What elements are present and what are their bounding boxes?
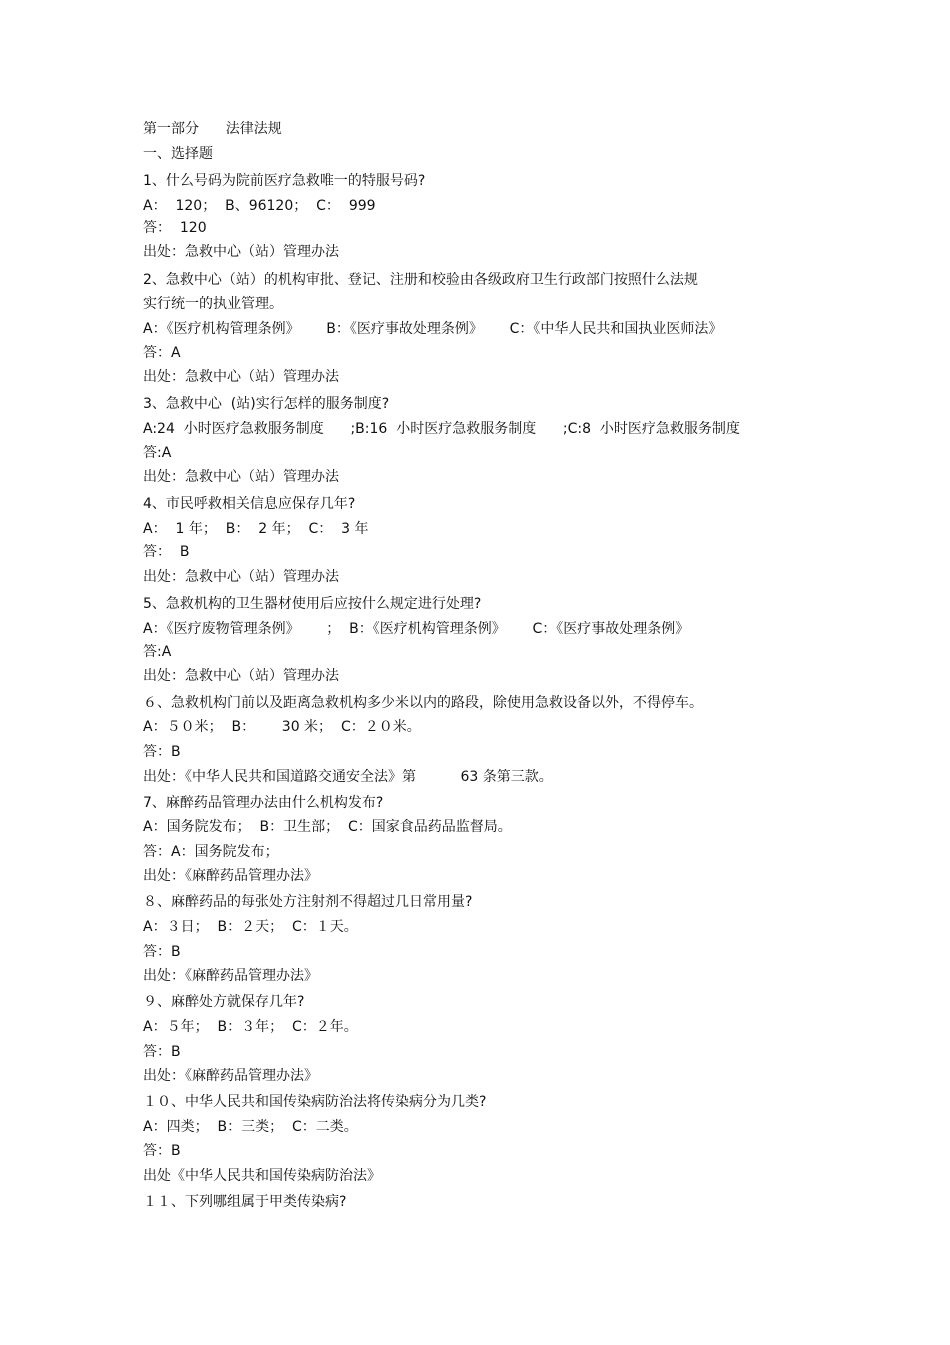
question-3: 3、急救中心 (站)实行怎样的服务制度? bbox=[143, 396, 390, 412]
question-8: ８、麻醉药品的每张处方注射剂不得超过几日常用量? bbox=[143, 894, 473, 910]
options-10: A：四类； B：三类； C：二类。 bbox=[143, 1119, 358, 1135]
source-9: 出处：《麻醉药品管理办法》 bbox=[143, 1068, 318, 1084]
answer-1: 答： 120 bbox=[143, 220, 207, 236]
question-9: ９、麻醉处方就保存几年? bbox=[143, 994, 305, 1010]
answer-6: 答：B bbox=[143, 744, 181, 760]
source-5: 出处：急救中心（站）管理办法 bbox=[143, 668, 339, 684]
options-3: A:24 小时医疗急救服务制度 ;B:16 小时医疗急救服务制度 ;C:8 小时医疗急救服务制度 bbox=[143, 421, 740, 437]
answer-2: 答：A bbox=[143, 345, 181, 361]
answer-4: 答： B bbox=[143, 544, 190, 560]
answer-7: 答：A：国务院发布； bbox=[143, 844, 279, 860]
question-5: 5、急救机构的卫生器材使用后应按什么规定进行处理? bbox=[143, 596, 482, 612]
part-title: 第一部分 法律法规 bbox=[143, 121, 282, 137]
source-6: 出处：《中华人民共和国道路交通安全法》第 63 条第三款。 bbox=[143, 769, 553, 785]
source-1: 出处：急救中心（站）管理办法 bbox=[143, 244, 339, 260]
question-7: 7、麻醉药品管理办法由什么机构发布? bbox=[143, 795, 384, 811]
options-5: A：《医疗废物管理条例》 ； B：《医疗机构管理条例》 C：《医疗事故处理条例》 bbox=[143, 621, 690, 637]
section-title: 一、选择题 bbox=[143, 146, 213, 162]
source-10: 出处《中华人民共和国传染病防治法》 bbox=[143, 1168, 381, 1184]
source-3: 出处：急救中心（站）管理办法 bbox=[143, 469, 339, 485]
question-11: １１、下列哪组属于甲类传染病? bbox=[143, 1194, 347, 1210]
source-4: 出处：急救中心（站）管理办法 bbox=[143, 569, 339, 585]
source-7: 出处：《麻醉药品管理办法》 bbox=[143, 868, 318, 884]
question-1: 1、什么号码为院前医疗急救唯一的特服号码? bbox=[143, 173, 426, 189]
question-2-line-2: 实行统一的执业管理。 bbox=[143, 296, 283, 312]
question-4: 4、市民呼救相关信息应保存几年? bbox=[143, 496, 356, 512]
options-7: A：国务院发布； B：卫生部； C：国家食品药品监督局。 bbox=[143, 819, 512, 835]
source-8: 出处：《麻醉药品管理办法》 bbox=[143, 968, 318, 984]
options-2: A：《医疗机构管理条例》 B：《医疗事故处理条例》 C：《中华人民共和国执业医师法》 bbox=[143, 321, 723, 337]
answer-8: 答：B bbox=[143, 944, 181, 960]
options-6: A：５０米； B： 30 米； C：２０米。 bbox=[143, 719, 421, 735]
answer-5: 答:A bbox=[143, 644, 172, 660]
answer-10: 答：B bbox=[143, 1143, 181, 1159]
answer-9: 答：B bbox=[143, 1044, 181, 1060]
source-2: 出处：急救中心（站）管理办法 bbox=[143, 369, 339, 385]
options-9: A：５年； B：３年； C：２年。 bbox=[143, 1019, 358, 1035]
question-6: ６、急救机构门前以及距离急救机构多少米以内的路段，除使用急救设备以外，不得停车。 bbox=[143, 695, 703, 711]
question-10: １０、中华人民共和国传染病防治法将传染病分为几类? bbox=[143, 1094, 487, 1110]
options-8: A：３日； B：２天； C：１天。 bbox=[143, 919, 358, 935]
question-2-line-1: 2、急救中心（站）的机构审批、登记、注册和校验由各级政府卫生行政部门按照什么法规 bbox=[143, 272, 698, 288]
options-1: A： 120； B、96120； C： 999 bbox=[143, 198, 376, 214]
answer-3: 答:A bbox=[143, 445, 172, 461]
options-4: A： 1 年； B： 2 年； C： 3 年 bbox=[143, 521, 369, 537]
